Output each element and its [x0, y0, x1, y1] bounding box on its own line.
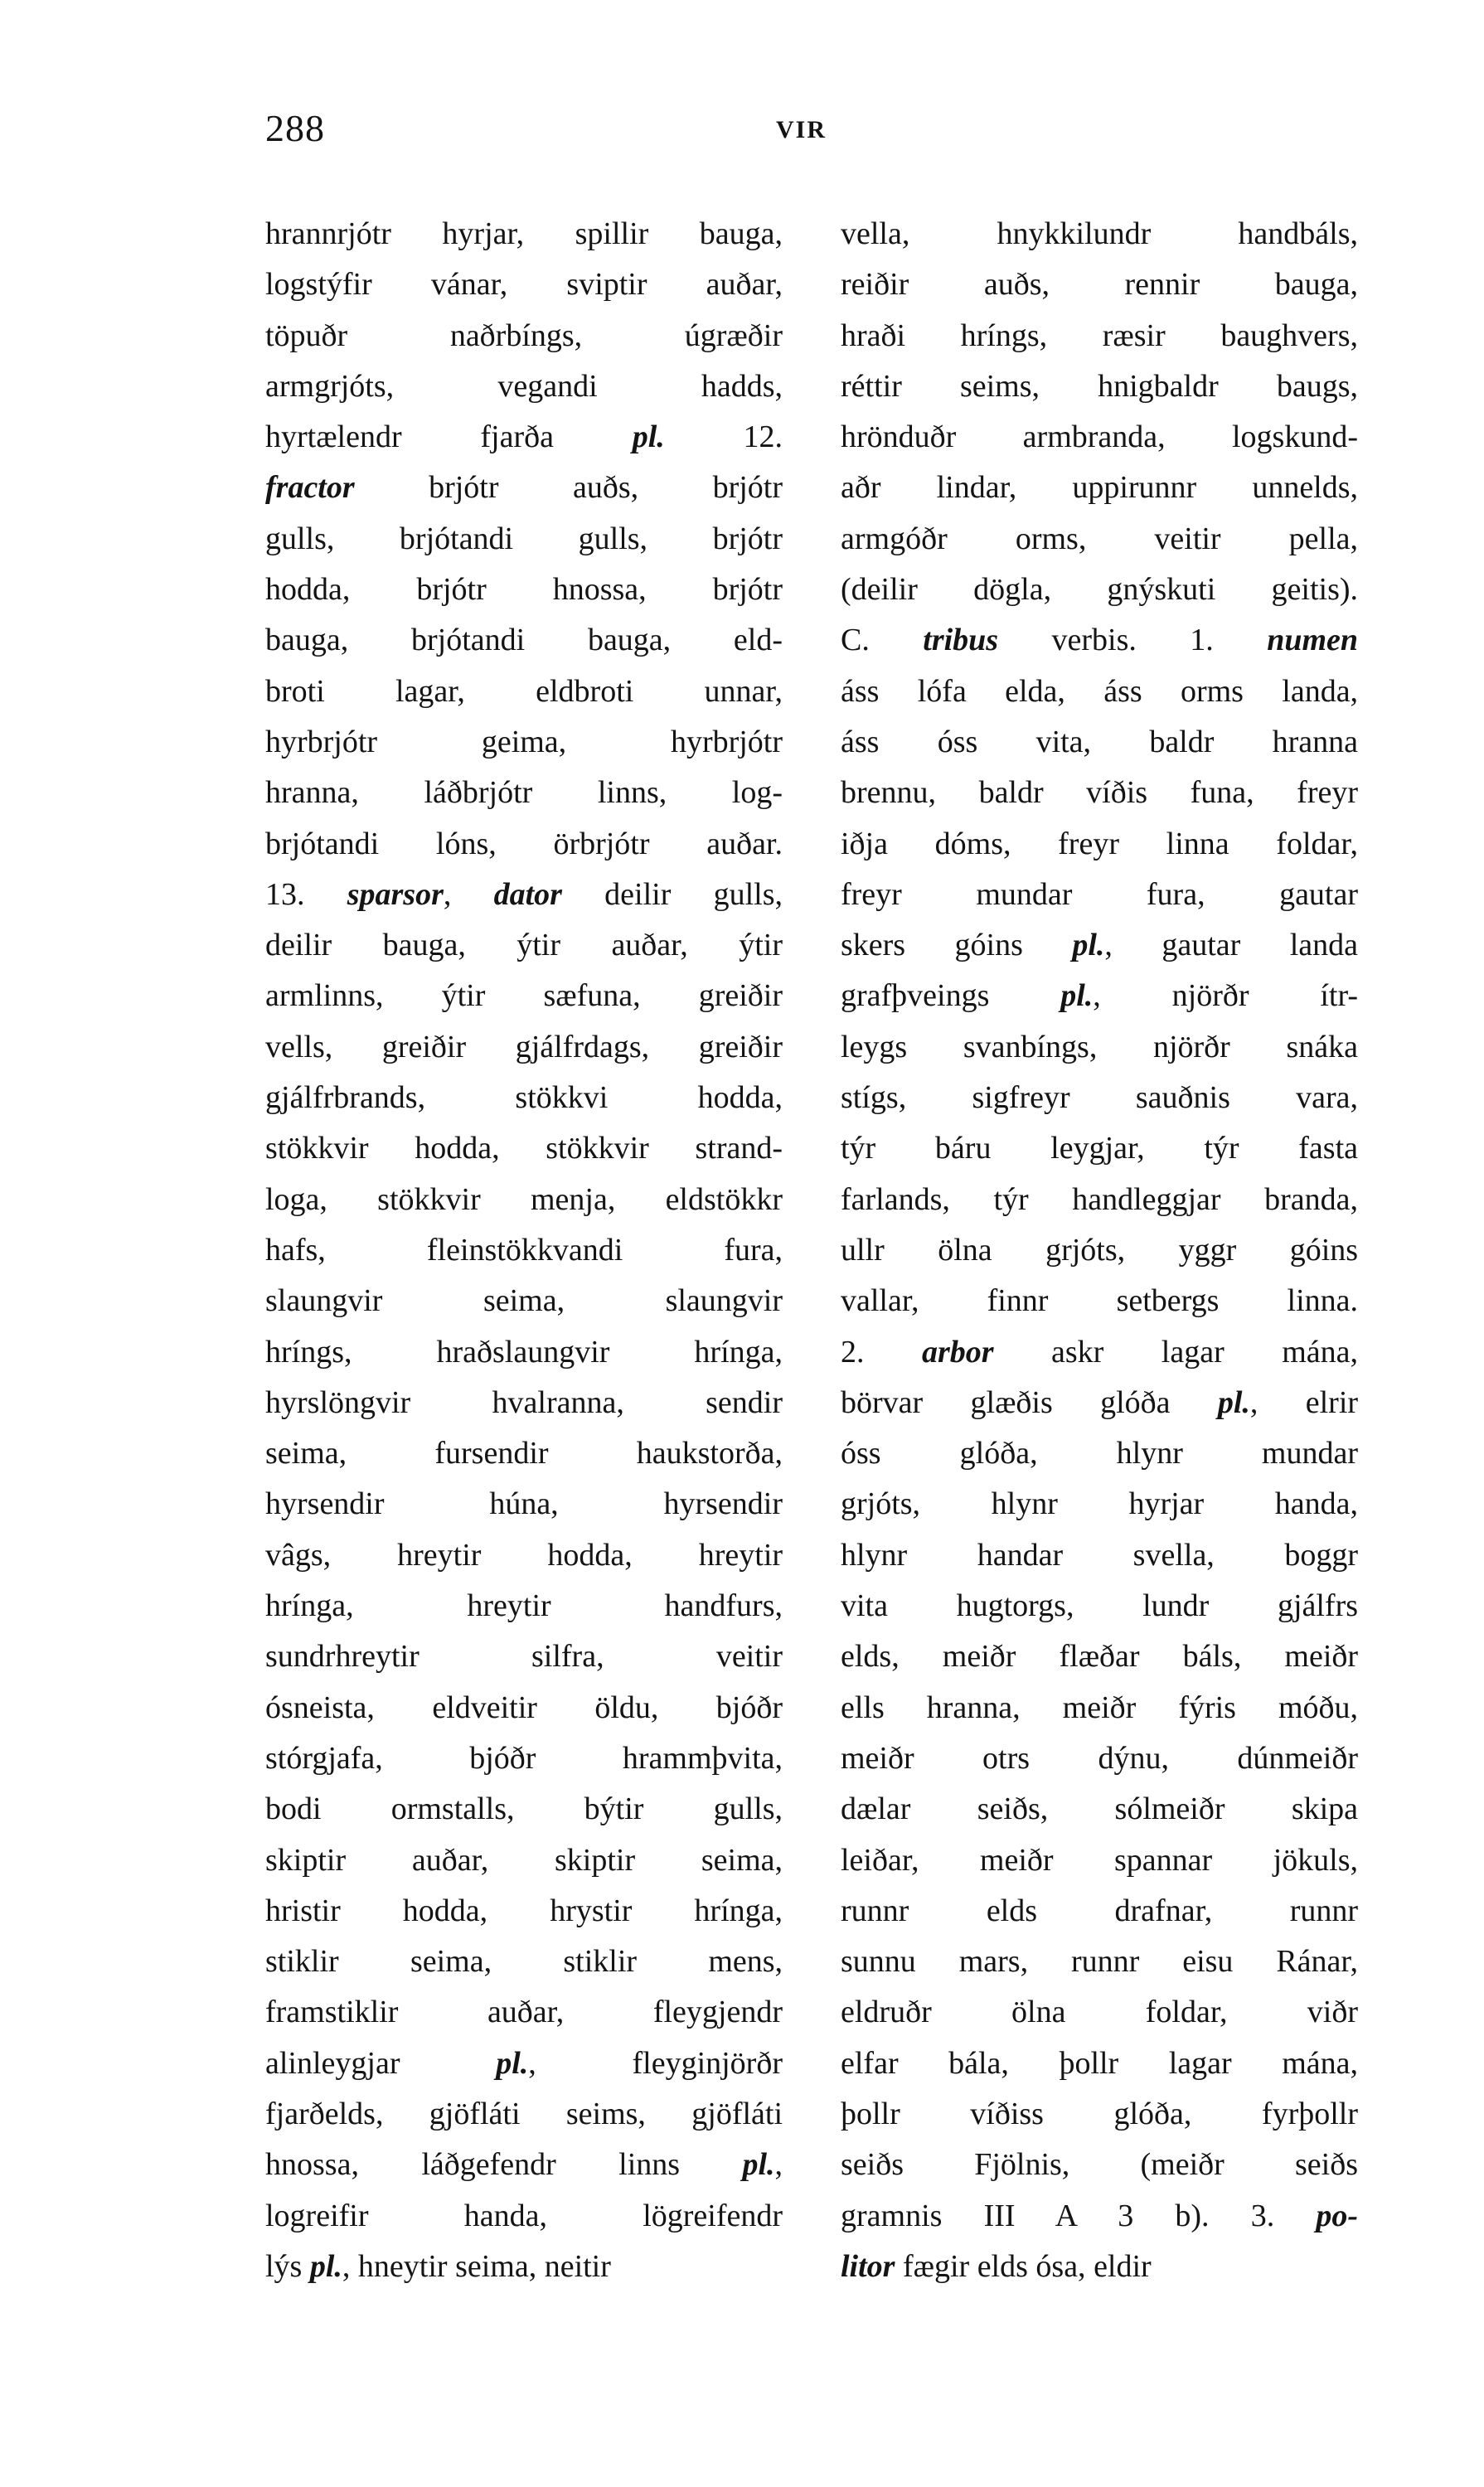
- right-column-line: eldruðr ölna foldar, viðr: [841, 1995, 1358, 2030]
- right-column-line: leygs svanbíngs, njörðr snáka: [841, 1029, 1358, 1064]
- right-column-line: óss glóða, hlynr mundar: [841, 1436, 1358, 1471]
- right-text-column: [841, 209, 1358, 2292]
- left-column-line: loga, stökkvir menja, eldstökkr: [265, 1181, 783, 1217]
- left-column-line: 13. sparsor, dator deilir gulls,: [265, 876, 783, 912]
- left-column-line: stórgjafa, bjóðr hrammþvita,: [265, 1740, 783, 1776]
- right-column-line: 2. arbor askr lagar mána,: [841, 1334, 1359, 1370]
- left-column-line: töpuðr naðrbíngs, úgræðir: [265, 318, 783, 353]
- left-column-line: hyrslöngvir hvalranna, sendir: [265, 1384, 783, 1420]
- left-column-line: fjarðelds, gjöfláti seims, gjöfláti: [265, 2096, 783, 2131]
- left-column-line: hafs, fleinstökkvandi fura,: [265, 1232, 783, 1268]
- right-column-line: vallar, finnr setbergs linna.: [841, 1283, 1359, 1319]
- right-column-line: þollr víðiss glóða, fyrþollr: [841, 2096, 1358, 2131]
- left-column-line: hrannrjótr hyrjar, spillir bauga,: [265, 216, 783, 251]
- left-column-line: hodda, brjótr hnossa, brjótr: [265, 572, 783, 608]
- right-column-line: (deilir dögla, gnýskuti geitis).: [841, 572, 1359, 608]
- right-column-line: C. tribus verbis. 1. numen: [841, 623, 1359, 658]
- left-column-line: armgrjóts, vegandi hadds,: [265, 368, 783, 404]
- left-column-line: bauga, brjótandi bauga, eld-: [265, 623, 783, 658]
- left-column-line: hyrbrjótr geima, hyrbrjótr: [265, 724, 783, 759]
- right-column-line: sunnu mars, runnr eisu Ránar,: [841, 1944, 1359, 1980]
- left-column-line: sundrhreytir silfra, veitir: [265, 1639, 783, 1675]
- left-column-line: framstiklir auðar, fleygjendr: [265, 1995, 783, 2030]
- left-column-line: vâgs, hreytir hodda, hreytir: [265, 1537, 783, 1573]
- left-column-line: hyrtælendr fjarða pl. 12.: [265, 419, 783, 455]
- right-column-line: týr báru leygjar, týr fasta: [841, 1131, 1358, 1166]
- right-column-line: litor fægir elds ósa, eldir: [841, 2248, 1152, 2284]
- left-column-line: hranna, láðbrjótr linns, log-: [265, 775, 783, 811]
- left-column-line: vells, greiðir gjálfrdags, greiðir: [265, 1029, 783, 1064]
- right-column-line: hlynr handar svella, boggr: [841, 1537, 1358, 1573]
- right-column-line: vita hugtorgs, lundr gjálfrs: [841, 1588, 1359, 1624]
- left-column-line: gulls, brjótandi gulls, brjótr: [265, 521, 783, 556]
- right-column-line: runnr elds drafnar, runnr: [841, 1893, 1359, 1928]
- left-column-line: gjálfrbrands, stökkvi hodda,: [265, 1080, 783, 1116]
- left-column-line: fractor brjótr auðs, brjótr: [265, 470, 783, 506]
- right-column-line: vella, hnykkilundr handbáls,: [841, 216, 1358, 251]
- right-column-line: áss óss vita, baldr hranna: [841, 724, 1359, 759]
- left-column-line: ósneista, eldveitir öldu, bjóðr: [265, 1690, 783, 1725]
- right-column-line: grjóts, hlynr hyrjar handa,: [841, 1486, 1359, 1522]
- left-column-line: alinleygjar pl., fleyginjörðr: [265, 2045, 783, 2081]
- left-column-line: stökkvir hodda, stökkvir strand-: [265, 1131, 783, 1166]
- left-column-line: logreifir handa, lögreifendr: [265, 2198, 783, 2233]
- right-column-line: elds, meiðr flæðar báls, meiðr: [841, 1639, 1359, 1675]
- left-column-line: hristir hodda, hrystir hrínga,: [265, 1893, 783, 1928]
- page-number: 288: [265, 107, 325, 149]
- right-column-line: reiðir auðs, rennir bauga,: [841, 267, 1359, 303]
- right-column-line: farlands, týr handleggjar branda,: [841, 1181, 1359, 1217]
- left-text-column: [265, 209, 783, 2292]
- right-column-line: réttir seims, hnigbaldr baugs,: [841, 368, 1358, 404]
- right-column-line: ells hranna, meiðr fýris móðu,: [841, 1690, 1359, 1725]
- left-column-line: broti lagar, eldbroti unnar,: [265, 673, 783, 709]
- left-column-line: seima, fursendir haukstorða,: [265, 1436, 783, 1471]
- left-column-line: armlinns, ýtir sæfuna, greiðir: [265, 978, 783, 1014]
- right-column-line: dælar seiðs, sólmeiðr skipa: [841, 1791, 1359, 1827]
- right-column-line: ullr ölna grjóts, yggr góins: [841, 1232, 1359, 1268]
- right-column-line: áss lófa elda, áss orms landa,: [841, 673, 1359, 709]
- left-column-line: hrínga, hreytir handfurs,: [265, 1588, 783, 1624]
- right-column-line: brennu, baldr víðis funa, freyr: [841, 775, 1359, 811]
- right-column-line: meiðr otrs dýnu, dúnmeiðr: [841, 1740, 1358, 1776]
- right-column-line: armgóðr orms, veitir pella,: [841, 521, 1359, 556]
- left-column-line: stiklir seima, stiklir mens,: [265, 1944, 783, 1980]
- right-column-line: aðr lindar, uppirunnr unnelds,: [841, 470, 1359, 506]
- right-column-line: leiðar, meiðr spannar jökuls,: [841, 1842, 1359, 1878]
- left-column-line: hnossa, láðgefendr linns pl.,: [265, 2147, 783, 2183]
- right-column-line: skers góins pl., gautar landa: [841, 928, 1359, 963]
- right-column-line: hraði hríngs, ræsir baughvers,: [841, 318, 1358, 353]
- right-column-line: freyr mundar fura, gautar: [841, 876, 1359, 912]
- right-column-line: seiðs Fjölnis, (meiðr seiðs: [841, 2147, 1359, 2183]
- right-column-line: grafþveings pl., njörðr ítr-: [841, 978, 1359, 1014]
- right-column-line: hrönduðr armbranda, logskund-: [841, 419, 1358, 455]
- left-column-line: lýs pl., hneytir seima, neitir: [265, 2248, 611, 2284]
- left-column-line: hríngs, hraðslaungvir hrínga,: [265, 1334, 783, 1370]
- right-column-line: iðja dóms, freyr linna foldar,: [841, 826, 1359, 861]
- left-column-line: slaungvir seima, slaungvir: [265, 1283, 783, 1319]
- right-column-line: stígs, sigfreyr sauðnis vara,: [841, 1080, 1359, 1116]
- running-head: VIR: [776, 116, 827, 143]
- left-column-line: bodi ormstalls, býtir gulls,: [265, 1791, 783, 1827]
- right-column-line: börvar glæðis glóða pl., elrir: [841, 1384, 1359, 1420]
- left-column-line: logstýfir vánar, sviptir auðar,: [265, 267, 783, 303]
- left-column-line: deilir bauga, ýtir auðar, ýtir: [265, 928, 783, 963]
- left-column-line: hyrsendir húna, hyrsendir: [265, 1486, 783, 1522]
- left-column-line: brjótandi lóns, örbrjótr auðar.: [265, 826, 783, 861]
- right-column-line: gramnis III A 3 b). 3. po-: [841, 2198, 1359, 2233]
- left-column-line: skiptir auðar, skiptir seima,: [265, 1842, 783, 1878]
- right-column-line: elfar bála, þollr lagar mána,: [841, 2045, 1358, 2081]
